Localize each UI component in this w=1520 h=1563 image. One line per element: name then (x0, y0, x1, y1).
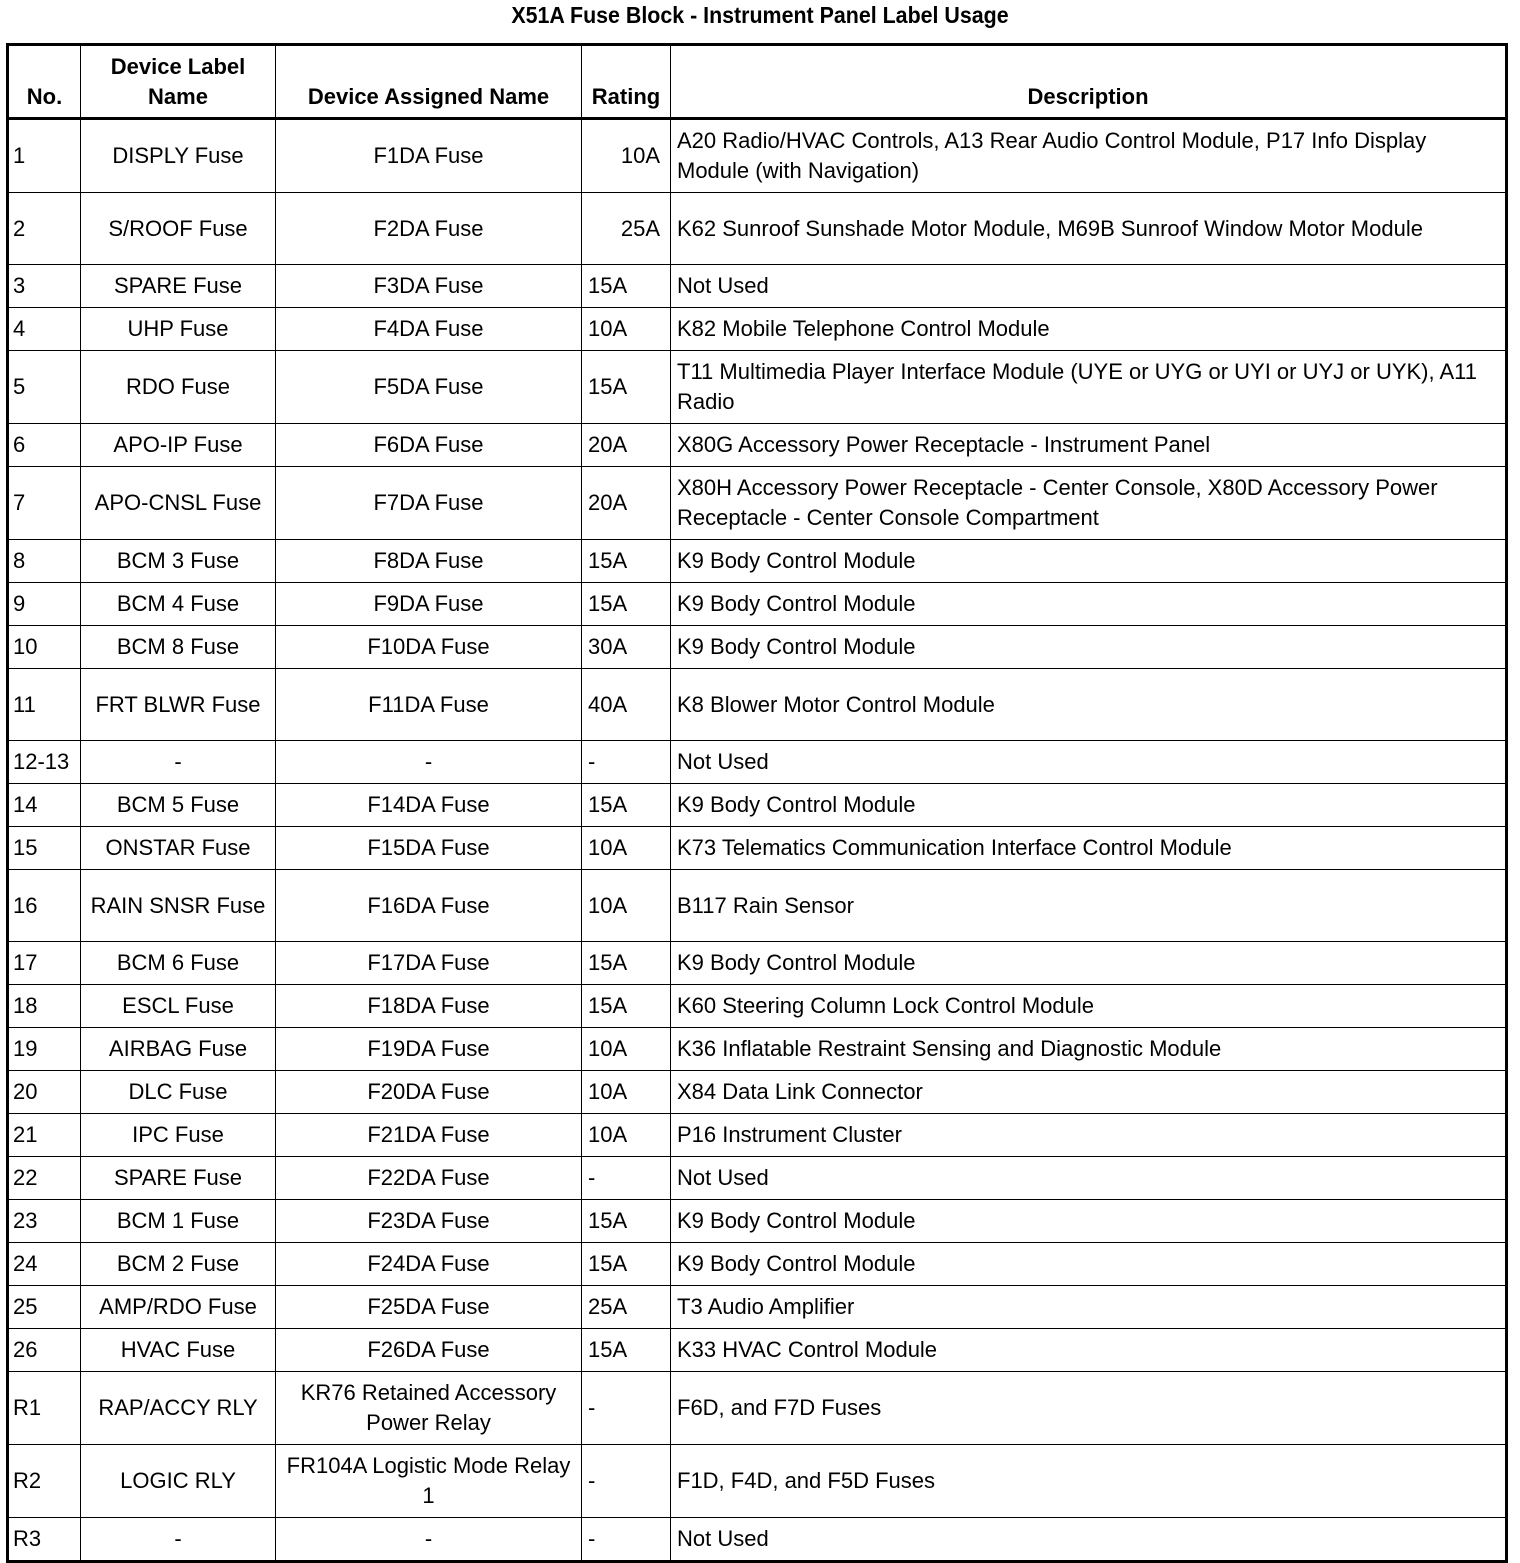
table-row (8, 424, 1507, 467)
cell-device-assigned-name: F10DA Fuse (276, 626, 582, 669)
cell-device-assigned-name: F21DA Fuse (276, 1114, 582, 1157)
cell-no: 17 (8, 942, 81, 985)
cell-device-assigned-name: - (276, 1518, 582, 1562)
cell-rating: 40A (582, 669, 671, 741)
table-row (8, 942, 1507, 985)
cell-device-assigned-name: F3DA Fuse (276, 265, 582, 308)
cell-rating: 25A (582, 193, 671, 265)
cell-rating: - (582, 741, 671, 784)
table-row (8, 985, 1507, 1028)
cell-description: Not Used (671, 741, 1507, 784)
cell-device-assigned-name: F8DA Fuse (276, 540, 582, 583)
column-header-rating: Rating (582, 45, 671, 119)
cell-rating: 15A (582, 1243, 671, 1286)
cell-no: 10 (8, 626, 81, 669)
table-row (8, 1372, 1507, 1445)
cell-device-label-name: BCM 3 Fuse (81, 540, 276, 583)
cell-rating: 15A (582, 942, 671, 985)
cell-rating: 30A (582, 626, 671, 669)
cell-rating: 10A (582, 308, 671, 351)
cell-device-label-name: UHP Fuse (81, 308, 276, 351)
cell-no: 20 (8, 1071, 81, 1114)
cell-no: 11 (8, 669, 81, 741)
cell-description: Not Used (671, 1518, 1507, 1562)
cell-rating: 15A (582, 351, 671, 424)
cell-no: 14 (8, 784, 81, 827)
cell-device-assigned-name: F24DA Fuse (276, 1243, 582, 1286)
column-header-description: Description (671, 45, 1507, 119)
cell-device-assigned-name: FR104A Logistic Mode Relay 1 (276, 1445, 582, 1518)
table-row (8, 626, 1507, 669)
cell-device-label-name: BCM 4 Fuse (81, 583, 276, 626)
cell-no: 26 (8, 1329, 81, 1372)
cell-device-assigned-name: F6DA Fuse (276, 424, 582, 467)
cell-rating: 25A (582, 1286, 671, 1329)
cell-description: K82 Mobile Telephone Control Module (671, 308, 1507, 351)
cell-no: 25 (8, 1286, 81, 1329)
cell-no: 23 (8, 1200, 81, 1243)
cell-device-assigned-name: F4DA Fuse (276, 308, 582, 351)
cell-no: 12-13 (8, 741, 81, 784)
cell-device-label-name: AIRBAG Fuse (81, 1028, 276, 1071)
cell-description: T11 Multimedia Player Interface Module (UYE or UYG or UYI or UYJ or UYK), A11 Radio (671, 351, 1507, 424)
cell-no: 8 (8, 540, 81, 583)
cell-no: 22 (8, 1157, 81, 1200)
fuse-table (6, 43, 1508, 1563)
cell-device-assigned-name: F26DA Fuse (276, 1329, 582, 1372)
table-row (8, 1243, 1507, 1286)
cell-description: X80G Accessory Power Receptacle - Instrument Panel (671, 424, 1507, 467)
cell-device-label-name: S/ROOF Fuse (81, 193, 276, 265)
cell-no: 5 (8, 351, 81, 424)
cell-device-label-name: APO-CNSL Fuse (81, 467, 276, 540)
table-row (8, 1329, 1507, 1372)
cell-rating: - (582, 1157, 671, 1200)
cell-no: 7 (8, 467, 81, 540)
cell-no: 16 (8, 870, 81, 942)
cell-device-assigned-name: - (276, 741, 582, 784)
cell-device-label-name: RAIN SNSR Fuse (81, 870, 276, 942)
cell-no: 9 (8, 583, 81, 626)
cell-device-assigned-name: F23DA Fuse (276, 1200, 582, 1243)
table-row (8, 467, 1507, 540)
cell-rating: 20A (582, 424, 671, 467)
cell-no: R1 (8, 1372, 81, 1445)
cell-rating: 15A (582, 985, 671, 1028)
cell-description: P16 Instrument Cluster (671, 1114, 1507, 1157)
cell-description: K62 Sunroof Sunshade Motor Module, M69B Sunroof Window Motor Module (671, 193, 1507, 265)
table-row (8, 1200, 1507, 1243)
cell-device-assigned-name: F9DA Fuse (276, 583, 582, 626)
table-row (8, 308, 1507, 351)
cell-description: B117 Rain Sensor (671, 870, 1507, 942)
cell-device-label-name: DISPLY Fuse (81, 119, 276, 193)
cell-rating: - (582, 1445, 671, 1518)
cell-device-label-name: BCM 6 Fuse (81, 942, 276, 985)
cell-device-assigned-name: F25DA Fuse (276, 1286, 582, 1329)
cell-rating: 10A (582, 870, 671, 942)
cell-device-assigned-name: F5DA Fuse (276, 351, 582, 424)
cell-device-label-name: BCM 8 Fuse (81, 626, 276, 669)
cell-description: X84 Data Link Connector (671, 1071, 1507, 1114)
cell-device-assigned-name: F19DA Fuse (276, 1028, 582, 1071)
cell-rating: 10A (582, 827, 671, 870)
cell-description: K8 Blower Motor Control Module (671, 669, 1507, 741)
cell-no: 15 (8, 827, 81, 870)
table-row (8, 540, 1507, 583)
cell-no: 1 (8, 119, 81, 193)
table-row (8, 1518, 1507, 1562)
cell-no: 3 (8, 265, 81, 308)
cell-device-label-name: BCM 2 Fuse (81, 1243, 276, 1286)
table-row (8, 1028, 1507, 1071)
cell-description: K36 Inflatable Restraint Sensing and Diagnostic Module (671, 1028, 1507, 1071)
cell-device-assigned-name: F1DA Fuse (276, 119, 582, 193)
cell-no: 21 (8, 1114, 81, 1157)
cell-description: Not Used (671, 1157, 1507, 1200)
cell-no: 4 (8, 308, 81, 351)
cell-description: Not Used (671, 265, 1507, 308)
cell-no: 18 (8, 985, 81, 1028)
cell-device-assigned-name: F7DA Fuse (276, 467, 582, 540)
cell-description: K9 Body Control Module (671, 1243, 1507, 1286)
cell-device-label-name: DLC Fuse (81, 1071, 276, 1114)
cell-device-assigned-name: F18DA Fuse (276, 985, 582, 1028)
table-row (8, 1071, 1507, 1114)
table-header-row (8, 45, 1507, 119)
cell-rating: 15A (582, 784, 671, 827)
cell-device-assigned-name: F11DA Fuse (276, 669, 582, 741)
table-row (8, 583, 1507, 626)
table-row (8, 870, 1507, 942)
table-row (8, 265, 1507, 308)
cell-no: 19 (8, 1028, 81, 1071)
cell-device-label-name: RDO Fuse (81, 351, 276, 424)
cell-device-label-name: - (81, 1518, 276, 1562)
cell-description: F1D, F4D, and F5D Fuses (671, 1445, 1507, 1518)
cell-device-assigned-name: F17DA Fuse (276, 942, 582, 985)
cell-description: K9 Body Control Module (671, 583, 1507, 626)
table-row (8, 1157, 1507, 1200)
cell-no: 6 (8, 424, 81, 467)
table-row (8, 784, 1507, 827)
cell-description: K9 Body Control Module (671, 942, 1507, 985)
cell-device-label-name: FRT BLWR Fuse (81, 669, 276, 741)
cell-device-label-name: LOGIC RLY (81, 1445, 276, 1518)
column-header-device-assigned-name: Device Assigned Name (276, 45, 582, 119)
cell-device-label-name: BCM 5 Fuse (81, 784, 276, 827)
cell-no: R3 (8, 1518, 81, 1562)
table-row (8, 351, 1507, 424)
cell-device-label-name: AMP/RDO Fuse (81, 1286, 276, 1329)
cell-rating: - (582, 1518, 671, 1562)
table-row (8, 1286, 1507, 1329)
cell-device-label-name: ESCL Fuse (81, 985, 276, 1028)
cell-rating: 15A (582, 540, 671, 583)
cell-device-label-name: RAP/ACCY RLY (81, 1372, 276, 1445)
table-row (8, 1445, 1507, 1518)
cell-description: F6D, and F7D Fuses (671, 1372, 1507, 1445)
cell-description: X80H Accessory Power Receptacle - Center Console, X80D Accessory Power Receptacle - Center Console Compartment (671, 467, 1507, 540)
column-header-no: No. (8, 45, 81, 119)
cell-device-assigned-name: F16DA Fuse (276, 870, 582, 942)
cell-no: 24 (8, 1243, 81, 1286)
cell-device-assigned-name: F20DA Fuse (276, 1071, 582, 1114)
cell-device-assigned-name: F14DA Fuse (276, 784, 582, 827)
cell-device-label-name: ONSTAR Fuse (81, 827, 276, 870)
cell-rating: 20A (582, 467, 671, 540)
cell-rating: - (582, 1372, 671, 1445)
cell-device-label-name: IPC Fuse (81, 1114, 276, 1157)
cell-description: K73 Telematics Communication Interface Control Module (671, 827, 1507, 870)
table-row (8, 193, 1507, 265)
cell-rating: 15A (582, 583, 671, 626)
cell-device-label-name: - (81, 741, 276, 784)
cell-description: K33 HVAC Control Module (671, 1329, 1507, 1372)
cell-rating: 10A (582, 1071, 671, 1114)
cell-device-label-name: SPARE Fuse (81, 1157, 276, 1200)
cell-device-assigned-name: KR76 Retained Accessory Power Relay (276, 1372, 582, 1445)
table-row (8, 827, 1507, 870)
cell-rating: 15A (582, 1329, 671, 1372)
cell-device-assigned-name: F22DA Fuse (276, 1157, 582, 1200)
cell-description: K9 Body Control Module (671, 626, 1507, 669)
cell-description: K9 Body Control Module (671, 540, 1507, 583)
cell-no: R2 (8, 1445, 81, 1518)
cell-description: K60 Steering Column Lock Control Module (671, 985, 1507, 1028)
cell-description: A20 Radio/HVAC Controls, A13 Rear Audio Control Module, P17 Info Display Module (with Navigation) (671, 119, 1507, 193)
cell-device-label-name: HVAC Fuse (81, 1329, 276, 1372)
cell-rating: 15A (582, 265, 671, 308)
cell-device-label-name: BCM 1 Fuse (81, 1200, 276, 1243)
page-title: X51A Fuse Block - Instrument Panel Label Usage (511, 2, 1009, 28)
cell-device-label-name: SPARE Fuse (81, 265, 276, 308)
table-row (8, 119, 1507, 193)
cell-device-assigned-name: F15DA Fuse (276, 827, 582, 870)
cell-description: T3 Audio Amplifier (671, 1286, 1507, 1329)
cell-description: K9 Body Control Module (671, 1200, 1507, 1243)
cell-rating: 10A (582, 119, 671, 193)
table-row (8, 1114, 1507, 1157)
cell-rating: 10A (582, 1114, 671, 1157)
table-row (8, 741, 1507, 784)
table-row (8, 669, 1507, 741)
cell-description: K9 Body Control Module (671, 784, 1507, 827)
column-header-device-label-name: Device Label Name (81, 45, 276, 119)
cell-device-assigned-name: F2DA Fuse (276, 193, 582, 265)
cell-rating: 15A (582, 1200, 671, 1243)
cell-rating: 10A (582, 1028, 671, 1071)
cell-device-label-name: APO-IP Fuse (81, 424, 276, 467)
cell-no: 2 (8, 193, 81, 265)
